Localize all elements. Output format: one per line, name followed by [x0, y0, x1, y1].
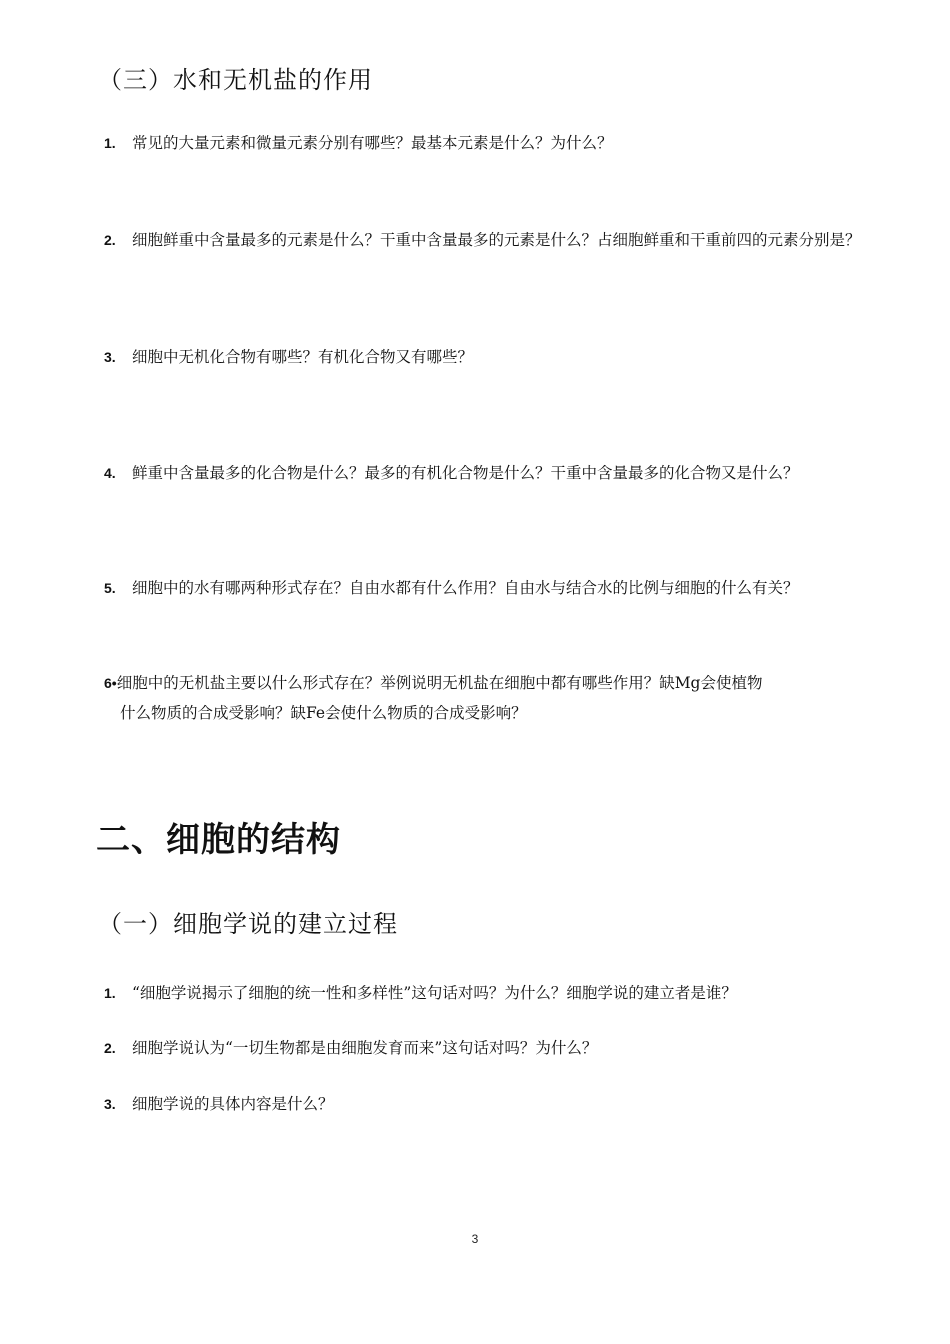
page-number: 3 — [471, 1232, 479, 1246]
question-item-4 — [104, 458, 894, 488]
question-item-1 — [104, 128, 874, 158]
question-number: 2. — [104, 1040, 116, 1056]
question-number: 2. — [104, 232, 116, 248]
question-number: 4. — [104, 465, 116, 481]
section-heading-cell-theory: （一）细胞学说的建立过程 — [98, 910, 398, 938]
question-number: 5. — [104, 580, 116, 596]
question-number: 1. — [104, 135, 116, 151]
question-text: 鲜重中含量最多的化合物是什么？最多的有机化合物是什么？干重中含量最多的化合物又是什么？ — [132, 464, 799, 482]
question-item-3 — [104, 342, 874, 372]
question-text: “细胞学说揭示了细胞的统一性和多样性”这句话对吗？为什么？细胞学说的建立者是谁？ — [132, 984, 737, 1002]
question-item-5 — [104, 573, 894, 603]
chapter-heading-cell-structure: 二、细胞的结构 — [96, 820, 341, 860]
question-text: 细胞中的水有哪两种形式存在？自由水都有什么作用？自由水与结合水的比例与细胞的什么有关？ — [132, 579, 799, 597]
question-number: 3. — [104, 349, 116, 365]
question-number: 6• — [104, 675, 117, 691]
question-text: 细胞中无机化合物有哪些？有机化合物又有哪些？ — [132, 348, 474, 366]
question-number: 1. — [104, 985, 116, 1001]
question-text: 常见的大量元素和微量元素分别有哪些？最基本元素是什么？为什么？ — [132, 134, 613, 152]
question-item-6 — [104, 668, 874, 728]
question-text: 细胞学说的具体内容是什么？ — [132, 1095, 334, 1113]
section-heading-water-salts: （三）水和无机盐的作用 — [98, 66, 373, 94]
question-text: 细胞鲜重中含量最多的元素是什么？干重中含量最多的元素是什么？占细胞鲜重和干重前四的元素分别是？ — [132, 231, 861, 249]
question-text: 细胞学说认为“一切生物都是由细胞发育而来”这句话对吗？为什么？ — [132, 1039, 598, 1057]
question-item-3 — [104, 1089, 874, 1119]
question-text-line-1: 细胞中的无机盐主要以什么形式存在？举例说明无机盐在细胞中都有哪些作用？缺Mg会使植物 — [116, 674, 763, 692]
question-item-2 — [104, 225, 874, 255]
question-item-1 — [104, 978, 894, 1008]
question-number: 3. — [104, 1096, 116, 1112]
question-text-line-2: 什么物质的合成受影响？缺Fe会使什么物质的合成受影响？ — [120, 704, 527, 722]
question-item-2 — [104, 1033, 874, 1063]
